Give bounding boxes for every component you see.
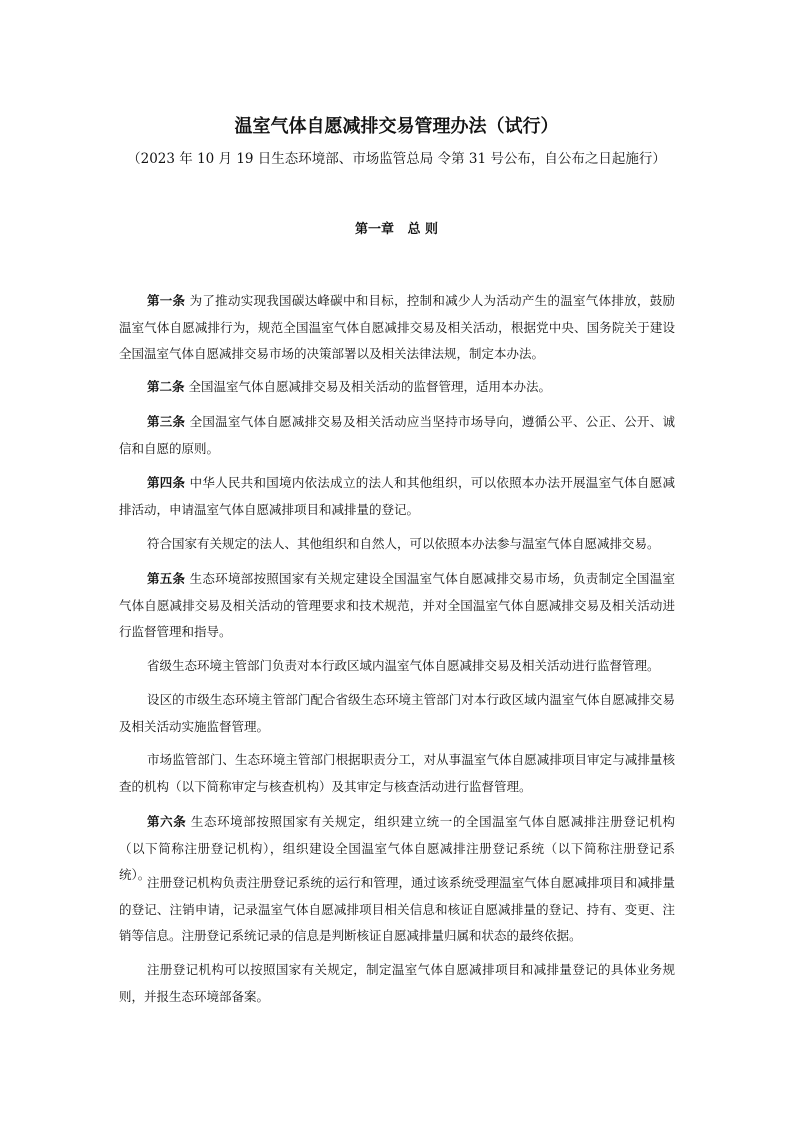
article-number: 第六条	[147, 814, 187, 829]
article-text: 生态环境部按照国家有关规定，组织建立统一的全国温室气体自愿减排注册登记机构（以下简称注册登记机构），组织建设全国温室气体自愿减排注册登记系统（以下简称注册登记系统）。	[119, 814, 675, 882]
article-text: 生态环境部按照国家有关规定建设全国温室气体自愿减排交易市场，负责制定全国温室气体自愿减排交易及相关活动的管理要求和技术规范，并对全国温室气体自愿减排交易及相关活动进行监督管理和指导。	[119, 571, 675, 639]
article-number: 第五条	[147, 571, 186, 586]
paragraph-text: 注册登记机构可以按照国家有关规定，制定温室气体自愿减排项目和减排量登记的具体业务规则，并报生态环境部备案。	[119, 962, 675, 1004]
paragraph-text: 省级生态环境主管部门负责对本行政区域内温室气体自愿减排交易及相关活动进行监督管理。	[147, 658, 660, 673]
paragraph-text: 注册登记机构负责注册登记系统的运行和管理，通过该系统受理温室气体自愿减排项目和减排量的登记、注销申请，记录温室气体自愿减排项目相关信息和核证自愿减排量的登记、持有、变更、注销等信息。注册登记系统记录的信息是判断核证自愿减排量归属和状态的最终依据。	[119, 875, 675, 943]
document-subtitle: （2023 年 10 月 19 日生态环境部、市场监管总局 令第 31 号公布，自公布之日起施行）	[127, 151, 666, 167]
article-number: 第四条	[147, 475, 186, 490]
paragraph-text: 设区的市级生态环境主管部门配合省级生态环境主管部门对本行政区域内温室气体自愿减排交易及相关活动实施监督管理。	[119, 692, 675, 734]
article-paragraph	[119, 653, 675, 680]
chapter-heading: 第一章 总 则	[354, 222, 439, 237]
article-paragraph	[119, 409, 675, 462]
article-paragraph	[119, 531, 675, 558]
article-number: 第二条	[147, 379, 185, 394]
article-paragraph	[119, 288, 675, 368]
paragraph-text: 市场监管部门、生态环境主管部门根据职责分工，对从事温室气体自愿减排项目审定与减排量核查的机构（以下简称审定与核查机构）及其审定与核查活动进行监督管理。	[119, 752, 675, 794]
paragraph-text: 符合国家有关规定的法人、其他组织和自然人，可以依照本办法参与温室气体自愿减排交易。	[147, 536, 660, 551]
article-paragraph	[119, 566, 675, 646]
document-title: 温室气体自愿减排交易管理办法（试行）	[234, 116, 559, 137]
article-text: 全国温室气体自愿减排交易及相关活动应当坚持市场导向，遵循公平、公正、公开、诚信和自愿的原则。	[119, 414, 675, 456]
article-number: 第三条	[147, 414, 186, 429]
article-paragraph	[119, 870, 675, 950]
article-paragraph	[119, 957, 675, 1010]
article-paragraph	[119, 374, 675, 401]
article-text: 为了推动实现我国碳达峰碳中和目标，控制和减少人为活动产生的温室气体排放，鼓励温室气体自愿减排行为，规范全国温室气体自愿减排交易及相关活动，根据党中央、国务院关于建设全国温室气体自愿减排交易市场的决策部署以及相关法律法规，制定本办法。	[119, 293, 675, 361]
article-number: 第一条	[147, 293, 186, 308]
article-paragraph	[119, 687, 675, 740]
article-text: 中华人民共和国境内依法成立的法人和其他组织，可以依照本办法开展温室气体自愿减排活动，申请温室气体自愿减排项目和减排量的登记。	[119, 475, 675, 517]
article-paragraph	[119, 470, 675, 523]
article-text: 全国温室气体自愿减排交易及相关活动的监督管理，适用本办法。	[184, 379, 551, 394]
article-paragraph	[119, 747, 675, 800]
